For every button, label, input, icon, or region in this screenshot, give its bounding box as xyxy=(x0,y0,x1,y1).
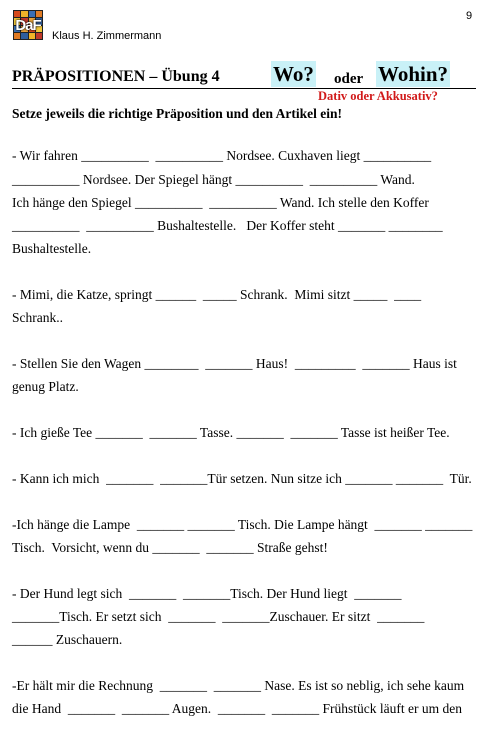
exercise-line: __________ __________ Bushaltestelle. Der Koffer steht _______ ________ xyxy=(12,218,443,233)
exercise-line: die Hand _______ _______ Augen. _______ _______ Frühstück läuft er um den xyxy=(12,701,462,716)
exercise-line: Schrank.. xyxy=(12,310,63,325)
exercise-line: - Der Hund legt sich _______ _______Tisch. Der Hund liegt _______ xyxy=(12,586,402,601)
exercise-line: -Ich hänge die Lampe _______ _______ Tisch. Die Lampe hängt _______ _______ xyxy=(12,517,473,532)
exercise-line: -Er hält mir die Rechnung _______ _______ Nase. Es ist so neblig, ich sehe kaum xyxy=(12,678,465,693)
oder-text: oder xyxy=(334,71,364,87)
logo-text: DaF xyxy=(15,16,41,34)
exercise-line: Tisch. Vorsicht, wenn du _______ _______ Straße gehst! xyxy=(12,540,328,555)
author-name: Klaus H. Zimmermann xyxy=(52,30,162,42)
exercise-line: - Wir fahren __________ __________ Nordsee. Cuxhaven liegt __________ xyxy=(12,148,432,163)
instruction-text: Setze jeweils die richtige Präposition und den Artikel ein! xyxy=(12,106,342,121)
exercise-line: ______ Zuschauern. xyxy=(12,632,123,647)
exercise-title: PRÄPOSITIONEN – Übung 4 xyxy=(12,68,220,85)
exercise-line: - Ich gieße Tee _______ _______ Tasse. _______ _______ Tasse ist heißer Tee. xyxy=(12,425,450,440)
exercise-line: _______Tisch. Er setzt sich _______ _______Zuschauer. Er sitzt _______ xyxy=(12,609,425,624)
wo-highlight: Wo? xyxy=(273,62,314,86)
exercise-line: - Kann ich mich _______ _______Tür setzen. Nun sitze ich _______ _______ Tür. xyxy=(12,471,472,486)
wohin-highlight: Wohin? xyxy=(378,62,449,86)
exercise-line: - Mimi, die Katze, springt ______ _____ Schrank. Mimi sitzt _____ ____ xyxy=(12,287,422,302)
exercise-line: genug Platz. xyxy=(12,379,79,394)
exercise-line: - Stellen Sie den Wagen ________ _______ Haus! _________ _______ Haus ist xyxy=(12,356,457,371)
exercise-subtitle: Dativ oder Akkusativ? xyxy=(318,89,438,103)
page-number: 9 xyxy=(466,10,473,22)
exercise-line: __________ Nordsee. Der Spiegel hängt __________ __________ Wand. xyxy=(12,172,415,187)
exercise-line: Ich hänge den Spiegel __________ __________ Wand. Ich stelle den Koffer xyxy=(12,195,429,210)
exercise-line: Bushaltestelle. xyxy=(12,241,92,256)
